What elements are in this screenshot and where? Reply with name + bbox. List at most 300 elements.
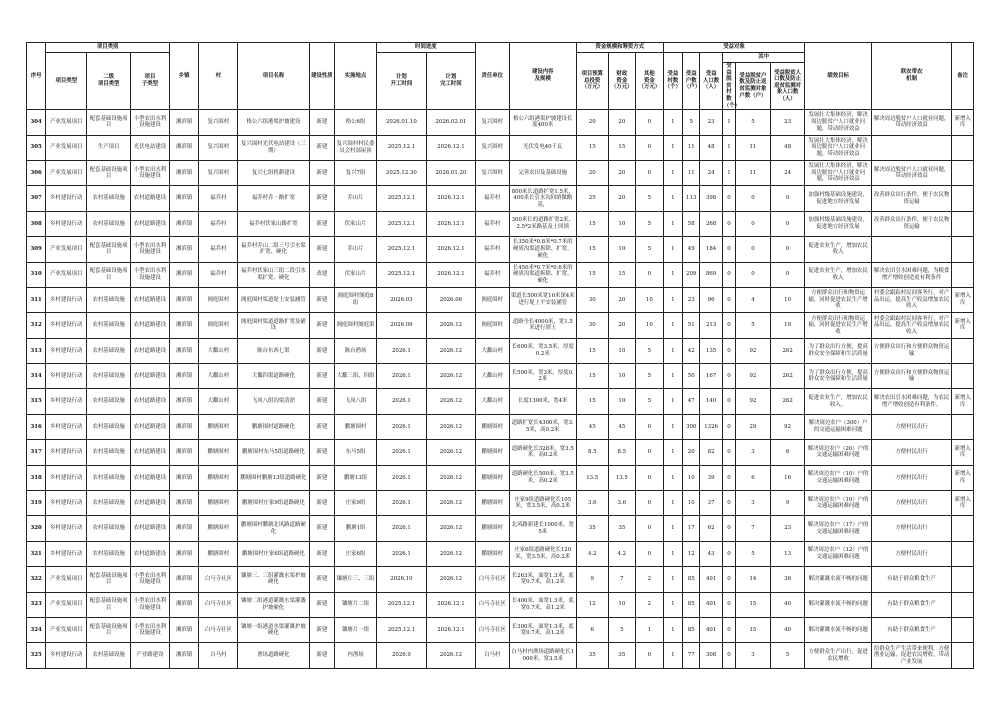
poor-households-cell: 4 — [736, 287, 771, 312]
poor-population-cell: 48 — [770, 135, 805, 160]
content-cell: 道路全长4000米，宽1.5米进行填土 — [509, 313, 576, 338]
total-budget-cell: 15 — [576, 135, 608, 160]
remarks-cell: 新增入库 — [952, 287, 974, 312]
nature-cell: 新建 — [309, 186, 335, 211]
remarks-cell — [952, 364, 974, 389]
unit-cell: 福乔村 — [475, 262, 509, 287]
benefit-population-cell: 24 — [700, 160, 722, 185]
poor-households-cell: 14 — [736, 567, 771, 592]
linkage-cell: 有助于群众粮食生产 — [871, 592, 952, 617]
unit-cell: 鹏塘围村 — [475, 465, 509, 490]
project-name-cell: 鹏塘围村鹏塘北风路道路硬化 — [238, 516, 309, 541]
total-budget-cell: 45 — [576, 414, 608, 439]
total-budget-cell: 15 — [576, 211, 608, 236]
content-cell: 渠道长500米宽10米深4米进行堤上平安装涵管 — [509, 287, 576, 312]
project-name-cell: 鹏塘围村鹏塘13组道路硬化 — [238, 465, 309, 490]
other-funds-cell: 5 — [636, 237, 664, 262]
subtype-cell: 农村道路建设 — [131, 364, 170, 389]
poor-households-cell: 92 — [736, 364, 771, 389]
end-cell: 2026.12 — [426, 516, 475, 541]
subtype-cell: 农村道路建设 — [131, 491, 170, 516]
linkage-cell: 村委会跟踪村民间客务行，对产品出运，提高生产收益增加农民收入 — [871, 287, 952, 312]
village-cell: 复兴围村 — [199, 135, 238, 160]
fiscal-funds-cell: 5 — [608, 617, 636, 642]
end-cell: 2026.12 — [426, 414, 475, 439]
benefit-households-cell: 10 — [683, 491, 700, 516]
project-name-cell: 阁庭围村渠道道路扩宽及铺设 — [238, 313, 309, 338]
poor-villages-cell: 0 — [722, 186, 735, 211]
seq-cell: 313 — [27, 338, 46, 363]
type-cell: 生产项目 — [87, 135, 131, 160]
other-funds-cell: 10 — [636, 287, 664, 312]
category-cell: 产业发展项目 — [46, 567, 87, 592]
header-performance-goal: 绩效目标 — [805, 43, 871, 110]
remarks-cell — [952, 643, 974, 668]
remarks-cell: 新增入库 — [952, 389, 974, 414]
end-cell: 2026.02.01 — [426, 110, 475, 135]
village-cell: 白马村 — [199, 643, 238, 668]
linkage-cell: 有助于群众粮食生产 — [871, 617, 952, 642]
nature-cell: 新建 — [309, 592, 335, 617]
linkage-cell: 改善群众出行条件，便于农民物资运输 — [871, 186, 952, 211]
type-cell: 配套基础设施项目 — [87, 592, 131, 617]
unit-cell: 白马寺社区 — [475, 592, 509, 617]
poor-households-cell: 15 — [736, 592, 771, 617]
other-funds-cell: 0 — [636, 491, 664, 516]
seq-cell: 321 — [27, 541, 46, 566]
type-cell: 农村基础设施 — [87, 313, 131, 338]
unit-cell: 复兴围村 — [475, 160, 509, 185]
fiscal-funds-cell: 7 — [608, 567, 636, 592]
table-row — [27, 617, 974, 642]
poor-population-cell: 92 — [770, 414, 805, 439]
nature-cell: 新建 — [309, 643, 335, 668]
nature-cell: 改建 — [309, 262, 335, 287]
other-funds-cell: 0 — [636, 414, 664, 439]
fiscal-funds-cell: 10 — [608, 211, 636, 236]
category-cell: 产业发展项目 — [46, 617, 87, 642]
total-budget-cell: 30 — [576, 313, 608, 338]
township-cell: 湘滨镇 — [169, 186, 199, 211]
unit-cell: 大鄱山村 — [475, 364, 509, 389]
header-benefit-poor-households: 受益脱贫户 数及防止返 贫监测对象 户数（户） — [736, 63, 771, 110]
poor-households-cell: 7 — [736, 516, 771, 541]
total-budget-cell: 20 — [576, 110, 608, 135]
unit-cell: 白马寺社区 — [475, 567, 509, 592]
poor-villages-cell: 0 — [722, 237, 735, 262]
total-budget-cell: 35 — [576, 516, 608, 541]
end-cell: 2026.12.1 — [426, 186, 475, 211]
location-cell: 格公6组 — [335, 110, 377, 135]
village-cell: 阁庭围村 — [199, 287, 238, 312]
header-project-type: 项目类型 — [46, 53, 87, 110]
benefit-households-cell: 12 — [683, 541, 700, 566]
start-cell: 2026.1 — [376, 414, 426, 439]
benefit-households-cell: 77 — [683, 643, 700, 668]
linkage-cell: 方便群众出行和方便群众物资运输 — [871, 364, 952, 389]
seq-cell: 324 — [27, 617, 46, 642]
benefit-households-cell: 23 — [683, 287, 700, 312]
linkage-cell: 方便村民出行 — [871, 541, 952, 566]
header-schedule: 时间进度 — [376, 43, 475, 53]
project-name-cell: 鹏塘围村庄家9组道路硬化 — [238, 491, 309, 516]
township-cell: 湘滨镇 — [169, 440, 199, 465]
linkage-cell: 解决周边脱贫户人口就业问题，带动经济效益 — [871, 160, 952, 185]
benefit-population-cell: 96 — [700, 287, 722, 312]
header-township: 乡镇 — [169, 43, 199, 110]
poor-villages-cell: 0 — [722, 287, 735, 312]
poor-households-cell: 0 — [736, 237, 771, 262]
benefit-population-cell: 401 — [700, 617, 722, 642]
poor-population-cell: 262 — [770, 389, 805, 414]
table-row — [27, 338, 974, 363]
township-cell: 湘滨镇 — [169, 313, 199, 338]
project-name-cell: 镶塘一组港道水渠灌溉护坡硬化 — [238, 617, 309, 642]
table-header — [27, 43, 974, 110]
unit-cell: 大鄱山村 — [475, 338, 509, 363]
township-cell: 湘滨镇 — [169, 567, 199, 592]
total-budget-cell: 15 — [576, 237, 608, 262]
nature-cell: 新建 — [309, 364, 335, 389]
other-funds-cell: 5 — [636, 364, 664, 389]
unit-cell: 白马寺社区 — [475, 617, 509, 642]
location-cell: 乔山片 — [335, 237, 377, 262]
total-budget-cell: 9 — [576, 567, 608, 592]
poor-population-cell: 40 — [770, 617, 805, 642]
end-cell: 2026.12 — [426, 440, 475, 465]
subtype-cell: 农村道路建设 — [131, 465, 170, 490]
linkage-cell: 解决周边脱贫户人口就业问题，带动经济效益 — [871, 110, 952, 135]
village-cell: 福乔村 — [199, 211, 238, 236]
nature-cell: 新建 — [309, 465, 335, 490]
benefit-households-cell: 10 — [683, 465, 700, 490]
poor-villages-cell: 0 — [722, 211, 735, 236]
benefit-households-cell: 17 — [683, 516, 700, 541]
benefit-population-cell: 135 — [700, 338, 722, 363]
village-cell: 福乔村 — [199, 186, 238, 211]
nature-cell: 新建 — [309, 287, 335, 312]
benefit-households-cell: 49 — [683, 237, 700, 262]
subtype-cell: 农村道路建设 — [131, 338, 170, 363]
total-budget-cell: 20 — [576, 160, 608, 185]
poor-population-cell: 0 — [770, 237, 805, 262]
benefit-villages-cell: 1 — [663, 567, 682, 592]
poor-population-cell: 262 — [770, 364, 805, 389]
benefit-households-cell: 11 — [683, 135, 700, 160]
subtype-cell: 产业路建设 — [131, 643, 170, 668]
start-cell: 2026.1 — [376, 516, 426, 541]
seq-cell: 314 — [27, 364, 46, 389]
other-funds-cell: 0 — [636, 643, 664, 668]
poor-villages-cell: 0 — [722, 440, 735, 465]
remarks-cell — [952, 237, 974, 262]
start-cell: 2026.1 — [376, 364, 426, 389]
seq-cell: 323 — [27, 592, 46, 617]
other-funds-cell: 2 — [636, 567, 664, 592]
village-cell: 鹏塘围村 — [199, 491, 238, 516]
header-project-category: 项目类别 — [46, 43, 169, 53]
benefit-households-cell: 42 — [683, 338, 700, 363]
table-row — [27, 160, 974, 185]
poor-population-cell: 0 — [770, 211, 805, 236]
start-cell: 2025.12.1 — [376, 617, 426, 642]
project-name-cell: 复兴七组机耕建设 — [238, 160, 309, 185]
remarks-cell: 新增入库 — [952, 110, 974, 135]
poor-villages-cell: 0 — [722, 541, 735, 566]
table-row — [27, 313, 974, 338]
seq-cell: 307 — [27, 186, 46, 211]
project-name-cell: 格公六组港渠护坡建设 — [238, 110, 309, 135]
start-cell: 2026.1 — [376, 541, 426, 566]
village-cell: 鹏塘围村 — [199, 440, 238, 465]
unit-cell: 阁庭围村 — [475, 313, 509, 338]
location-cell: 复兴围村村民委员会村部屋顶 — [335, 135, 377, 160]
end-cell: 2026.12 — [426, 338, 475, 363]
township-cell: 湘滨镇 — [169, 237, 199, 262]
other-funds-cell: 5 — [636, 211, 664, 236]
start-cell: 2026.1 — [376, 389, 426, 414]
category-cell: 乡村建设行动 — [46, 338, 87, 363]
fiscal-funds-cell: 4.2 — [608, 541, 636, 566]
other-funds-cell: 0 — [636, 465, 664, 490]
village-cell: 阁庭围村 — [199, 313, 238, 338]
project-name-cell: 大鄱四渠道路硬化 — [238, 364, 309, 389]
project-name-cell: 福乔村乔一路扩宽 — [238, 186, 309, 211]
end-cell: 2026.12.1 — [426, 617, 475, 642]
start-cell: 2025.12.1 — [376, 262, 426, 287]
subtype-cell: 小型农田水利设施建设 — [131, 110, 170, 135]
poor-households-cell: 15 — [736, 617, 771, 642]
unit-cell: 白马村 — [475, 643, 509, 668]
start-cell: 2026.9 — [376, 643, 426, 668]
end-cell: 2026.12 — [426, 389, 475, 414]
township-cell: 湘滨镇 — [169, 491, 199, 516]
content-cell: 道路硬化长500米，宽3.5米，高0.2米 — [509, 465, 576, 490]
poor-villages-cell: 1 — [722, 110, 735, 135]
end-cell: 2026.01.20 — [426, 160, 475, 185]
poor-households-cell: 3 — [736, 643, 771, 668]
benefit-population-cell: 268 — [700, 211, 722, 236]
nature-cell: 新建 — [309, 440, 335, 465]
benefit-population-cell: 1326 — [700, 414, 722, 439]
poor-population-cell: 262 — [770, 338, 805, 363]
performance-goal-cell: 解决灌溉水流不畅的问题 — [805, 617, 871, 642]
linkage-cell: 改善群众出行条件，便于农民物资运输 — [871, 211, 952, 236]
seq-cell: 312 — [27, 313, 46, 338]
linkage-cell: 方便村民出行 — [871, 491, 952, 516]
seq-cell: 319 — [27, 491, 46, 516]
linkage-cell — [871, 135, 952, 160]
subtype-cell: 小型农田水利设施建设 — [131, 262, 170, 287]
seq-cell: 322 — [27, 567, 46, 592]
poor-households-cell: 0 — [736, 211, 771, 236]
table-row — [27, 541, 974, 566]
start-cell: 2025.12.1 — [376, 186, 426, 211]
benefit-population-cell: 167 — [700, 364, 722, 389]
type-cell: 配套基础设施项目 — [87, 110, 131, 135]
location-cell: 阁庭围村阁庭8组 — [335, 287, 377, 312]
performance-goal-cell: 加强村级基础设施建设，促进地方经济发展 — [805, 186, 871, 211]
township-cell: 湘滨镇 — [169, 592, 199, 617]
benefit-households-cell: 85 — [683, 617, 700, 642]
subtype-cell: 小型农田水利设施建设 — [131, 237, 170, 262]
header-linkage-mechanism: 联农带农 机制 — [871, 43, 952, 110]
header-level2-type: 二级 项目类型 — [87, 53, 131, 110]
benefit-villages-cell: 1 — [663, 643, 682, 668]
location-cell: 庄家9组 — [335, 491, 377, 516]
subtype-cell: 小型农田水利设施建设 — [131, 160, 170, 185]
header-funding: 资金规模和筹资方式 — [576, 43, 663, 53]
poor-villages-cell: 0 — [722, 592, 735, 617]
end-cell: 2026.06 — [426, 287, 475, 312]
benefit-population-cell: 184 — [700, 237, 722, 262]
linkage-cell: 方便村民出行 — [871, 440, 952, 465]
remarks-cell: 新增入库 — [952, 465, 974, 490]
poor-population-cell: 23 — [770, 110, 805, 135]
header-construction-nature: 建设性质 — [309, 43, 335, 110]
location-cell: 复兴7组 — [335, 160, 377, 185]
type-cell: 农村基础设施 — [87, 364, 131, 389]
end-cell: 2026.12.1 — [426, 262, 475, 287]
header-total-budget: 项目预算 总投资 （万元） — [576, 53, 608, 110]
poor-villages-cell: 0 — [722, 465, 735, 490]
village-cell: 大鄱山村 — [199, 389, 238, 414]
end-cell: 2026.12 — [426, 643, 475, 668]
total-budget-cell: 35 — [576, 643, 608, 668]
unit-cell: 阁庭围村 — [475, 287, 509, 312]
category-cell: 乡村建设行动 — [46, 287, 87, 312]
fiscal-funds-cell: 3.6 — [608, 491, 636, 516]
start-cell: 2025.12.1 — [376, 237, 426, 262]
poor-villages-cell: 0 — [722, 389, 735, 414]
unit-cell: 福乔村 — [475, 211, 509, 236]
subtype-cell: 农村道路建设 — [131, 186, 170, 211]
benefit-villages-cell: 1 — [663, 338, 682, 363]
poor-households-cell: 5 — [736, 313, 771, 338]
benefit-population-cell: 398 — [700, 186, 722, 211]
other-funds-cell: 2 — [636, 592, 664, 617]
category-cell: 乡村建设行动 — [46, 364, 87, 389]
table-row — [27, 110, 974, 135]
performance-goal-cell: 为了群众出行方便，提高群众安全保障和生活质量 — [805, 338, 871, 363]
end-cell: 2026.12.1 — [426, 135, 475, 160]
location-cell: 大鄱三组、四组 — [335, 364, 377, 389]
content-cell: 白马村内渔场道路硬化长1000米，宽3.5米 — [509, 643, 576, 668]
poor-households-cell: 6 — [736, 465, 771, 490]
benefit-population-cell: 48 — [700, 135, 722, 160]
linkage-cell: 村委会跟踪村民间客务行，对产品出运，提高生产收益增加农民收入 — [871, 313, 952, 338]
nature-cell: 新建 — [309, 516, 335, 541]
table-row — [27, 414, 974, 439]
project-name-cell: 镶塘三、三组灌溉水渠护坡硬化 — [238, 567, 309, 592]
end-cell: 2026.12.1 — [426, 211, 475, 236]
poor-households-cell: 3 — [736, 440, 771, 465]
table-row — [27, 287, 974, 312]
location-cell: 镶塘片二组 — [335, 592, 377, 617]
project-name-cell: 福乔村伏家山三组二段引水渠扩宽、硬化 — [238, 262, 309, 287]
remarks-cell — [952, 262, 974, 287]
type-cell: 农村基础设施 — [87, 287, 131, 312]
performance-goal-cell: 解决周边农户（10）户的交通运输困难问题 — [805, 465, 871, 490]
nature-cell: 新建 — [309, 414, 335, 439]
type-cell: 农村基础设施 — [87, 491, 131, 516]
fiscal-funds-cell: 45 — [608, 414, 636, 439]
poor-population-cell: 16 — [770, 465, 805, 490]
project-name-cell: 飞凤八组沟渠清淤 — [238, 389, 309, 414]
nature-cell: 新建 — [309, 110, 335, 135]
end-cell: 2026.12.1 — [426, 237, 475, 262]
seq-cell: 306 — [27, 160, 46, 185]
location-cell: 伏家山片 — [335, 262, 377, 287]
subtype-cell: 农村道路建设 — [131, 414, 170, 439]
total-budget-cell: 30 — [576, 287, 608, 312]
start-cell: 2026.1 — [376, 491, 426, 516]
location-cell: 镶塘片一组 — [335, 617, 377, 642]
other-funds-cell: 0 — [636, 541, 664, 566]
fiscal-funds-cell: 15 — [608, 262, 636, 287]
poor-population-cell: 36 — [770, 567, 805, 592]
header-benefit-households: 受益 户数 （户） — [683, 53, 700, 110]
subtype-cell: 农村道路建设 — [131, 516, 170, 541]
remarks-cell — [952, 186, 974, 211]
performance-goal-cell: 解决周边农户（20）户的交通运输困难问题 — [805, 440, 871, 465]
category-cell: 乡村建设行动 — [46, 186, 87, 211]
total-budget-cell: 15 — [576, 338, 608, 363]
seq-cell: 325 — [27, 643, 46, 668]
fiscal-funds-cell: 8.5 — [608, 440, 636, 465]
seq-cell: 316 — [27, 414, 46, 439]
total-budget-cell: 4.2 — [576, 541, 608, 566]
total-budget-cell: 8.5 — [576, 440, 608, 465]
table-row — [27, 389, 974, 414]
performance-goal-cell: 方便群众生产出行，促进农民增收 — [805, 643, 871, 668]
seq-cell: 318 — [27, 465, 46, 490]
subtype-cell: 农村道路建设 — [131, 440, 170, 465]
benefit-population-cell: 308 — [700, 643, 722, 668]
type-cell: 配套基础设施项目 — [87, 617, 131, 642]
township-cell: 湘滨镇 — [169, 643, 199, 668]
location-cell: 乔山片 — [335, 186, 377, 211]
location-cell: 东马5组 — [335, 440, 377, 465]
performance-goal-cell: 发展壮大集体经济，解决周边脱贫户人口就业问题，带动经济效益 — [805, 160, 871, 185]
benefit-households-cell: 209 — [683, 262, 700, 287]
performance-goal-cell: 发展壮大集体经济，解决周边脱贫户人口就业问题，带动经济效益 — [805, 135, 871, 160]
benefit-population-cell: 43 — [700, 541, 722, 566]
location-cell: 陈台渔场 — [335, 338, 377, 363]
performance-goal-cell: 解决周边农户（300）户的交通运输困难问题 — [805, 414, 871, 439]
poor-villages-cell: 0 — [722, 338, 735, 363]
performance-goal-cell: 方便群众出行和物资运输，同时促进农民生产增收 — [805, 287, 871, 312]
total-budget-cell: 13.5 — [576, 465, 608, 490]
poor-households-cell: 92 — [736, 338, 771, 363]
type-cell: 农村基础设施 — [87, 414, 131, 439]
type-cell: 农村基础设施 — [87, 211, 131, 236]
benefit-villages-cell: 1 — [663, 262, 682, 287]
table-row — [27, 440, 974, 465]
subtype-cell: 农村道路建设 — [131, 287, 170, 312]
fiscal-funds-cell: 15 — [608, 135, 636, 160]
benefit-villages-cell: 1 — [663, 186, 682, 211]
category-cell: 产业发展项目 — [46, 160, 87, 185]
linkage-cell: 方便村民出行 — [871, 516, 952, 541]
poor-villages-cell: 0 — [722, 313, 735, 338]
project-name-cell: 福乔村乔山二组三号引水渠扩宽、硬化 — [238, 237, 309, 262]
unit-cell: 鹏塘围村 — [475, 541, 509, 566]
village-cell: 福乔村 — [199, 237, 238, 262]
poor-population-cell: 23 — [770, 516, 805, 541]
performance-goal-cell: 解决灌溉水流不畅的问题 — [805, 567, 871, 592]
fiscal-funds-cell: 13.5 — [608, 465, 636, 490]
